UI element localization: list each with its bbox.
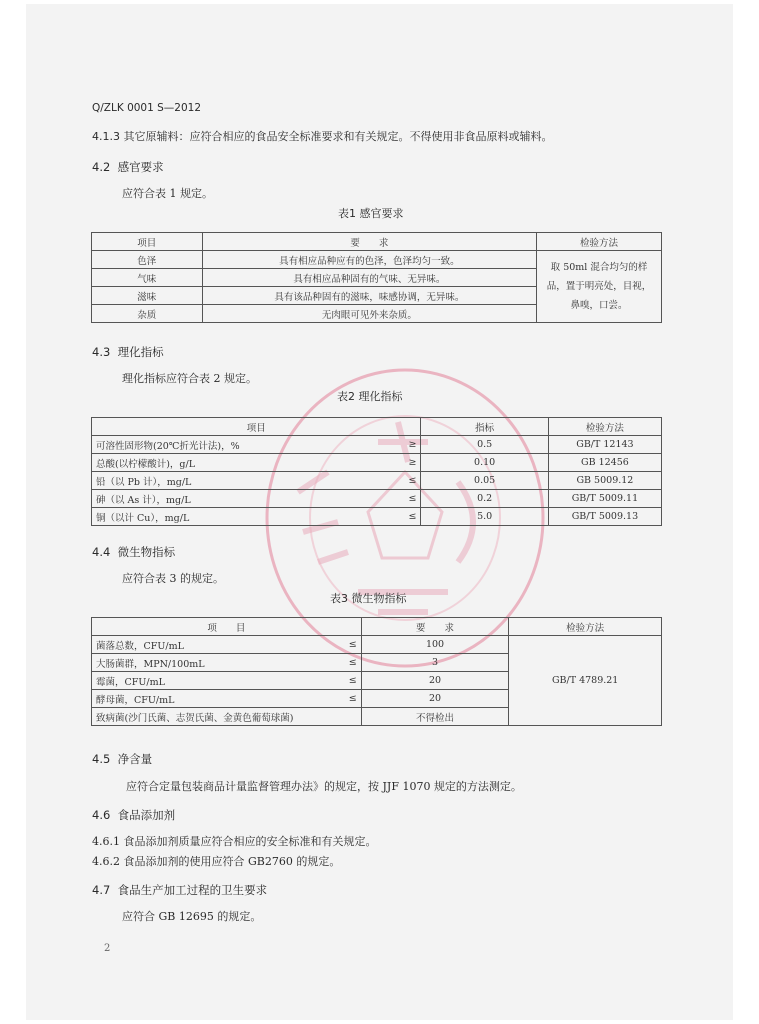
table3-method-cell: GB/T 4789.21 (509, 636, 662, 726)
section-number: 4.4 (92, 545, 111, 559)
method-line: 取 50ml 混合均匀的样 (550, 262, 648, 273)
section-4-7-text: 应符合 GB 12695 的规定。 (122, 910, 262, 923)
section-title: 食品添加剂 (117, 808, 176, 822)
table-cell: ≤ (269, 472, 421, 490)
table-cell: 5.0 (421, 508, 548, 526)
table-cell: 具有相应品种固有的气味、无异味。 (202, 269, 536, 287)
clause-4-6-2: 4.6.2 食品添加剂的使用应符合 GB2760 的规定。 (92, 855, 341, 868)
table-cell: 酵母菌，CFU/mL (92, 690, 297, 708)
section-title: 感官要求 (117, 160, 164, 174)
section-4-5-heading (92, 752, 152, 766)
section-4-3-text: 理化指标应符合表 2 规定。 (122, 372, 257, 385)
section-number: 4.2 (92, 160, 111, 174)
table-cell: 0.05 (421, 472, 548, 490)
section-4-2-text: 应符合表 1 规定。 (122, 187, 213, 200)
table-cell: ≥ (269, 454, 421, 472)
table-cell: 砷（以 As 计），mg/L (92, 490, 269, 508)
table-header-cell: 要 求 (202, 233, 536, 251)
table3-caption: 表3 微生物指标 (330, 592, 407, 605)
section-4-3-heading (92, 345, 164, 359)
table-cell: ≤ (269, 490, 421, 508)
section-title: 食品生产加工过程的卫生要求 (117, 883, 268, 897)
table-header-cell: 项目 (92, 233, 203, 251)
table-header-cell: 项 目 (92, 618, 362, 636)
table-cell: 铅（以 Pb 计），mg/L (92, 472, 269, 490)
table-cell: 大肠菌群，MPN/100mL (92, 654, 297, 672)
table-cell: ≤ (269, 508, 421, 526)
table-cell: 具有相应品种应有的色泽，色泽均匀一致。 (202, 251, 536, 269)
table-cell: 总酸(以柠檬酸计)，g/L (92, 454, 269, 472)
table2-caption: 表2 理化指标 (337, 390, 403, 403)
table-header-cell: 指标 (421, 418, 548, 436)
table3-microbial (91, 617, 662, 726)
method-line: 鼻嗅，口尝。 (570, 300, 628, 311)
table-cell: 杂质 (92, 305, 203, 323)
table-cell: 致病菌(沙门氏菌、志贺氏菌、金黄色葡萄球菌) (92, 708, 362, 726)
table1-caption: 表1 感官要求 (338, 207, 404, 220)
method-line: 品，置于明亮处，目视， (546, 281, 652, 292)
section-title: 净含量 (117, 752, 153, 766)
table-cell: 霉菌，CFU/mL (92, 672, 297, 690)
section-title: 微生物指标 (117, 545, 176, 559)
table-cell: 菌落总数，CFU/mL (92, 636, 297, 654)
table-cell: 20 (361, 690, 509, 708)
table-cell: ≤ (296, 636, 361, 654)
section-number: 4.5 (92, 752, 111, 766)
table-cell: 3 (361, 654, 509, 672)
section-4-6-heading (92, 808, 175, 822)
table-cell: GB/T 12143 (548, 436, 661, 454)
table-cell: ≤ (296, 654, 361, 672)
table1-method-cell (537, 251, 662, 323)
section-4-5-text: 应符合定量包装商品计量监督管理办法》的规定，按 JJF 1070 规定的方法测定。 (126, 780, 522, 793)
table-cell: 具有该品种固有的滋味，味感协调，无异味。 (202, 287, 536, 305)
table-cell: 无肉眼可见外来杂质。 (202, 305, 536, 323)
table-cell: 0.10 (421, 454, 548, 472)
page-number: 2 (104, 943, 111, 954)
table-cell: 不得检出 (361, 708, 509, 726)
section-number: 4.3 (92, 345, 111, 359)
section-4-4-heading (92, 545, 175, 559)
table-cell: GB/T 5009.13 (548, 508, 661, 526)
table-cell: 铜（以计 Cu），mg/L (92, 508, 269, 526)
table-cell: ≥ (269, 436, 421, 454)
clause-4-6-1: 4.6.1 食品添加剂质量应符合相应的安全标准和有关规定。 (92, 835, 377, 848)
table-cell: 可溶性固形物(20℃折光计法)，% (92, 436, 269, 454)
table-cell: ≤ (296, 672, 361, 690)
table1-sensory (91, 232, 662, 323)
table-cell: 0.2 (421, 490, 548, 508)
section-number: 4.7 (92, 883, 111, 897)
standard-code: Q/ZLK 0001 S—2012 (92, 102, 202, 114)
section-number: 4.6 (92, 808, 111, 822)
clause-4-1-3: 4.1.3 其它原辅料：应符合相应的食品安全标准要求和有关规定。不得使用非食品原料或辅料。 (92, 130, 553, 143)
table-cell: GB/T 5009.11 (548, 490, 661, 508)
table-header-cell: 检验方法 (509, 618, 662, 636)
table-header-cell: 检验方法 (548, 418, 661, 436)
section-4-7-heading (92, 883, 267, 897)
section-4-2-heading (92, 160, 164, 174)
table2-physicochemical (91, 417, 662, 526)
table-cell: GB 5009.12 (548, 472, 661, 490)
table-cell: GB 12456 (548, 454, 661, 472)
table-header-cell: 检验方法 (537, 233, 662, 251)
table-cell: 20 (361, 672, 509, 690)
table-cell: ≤ (296, 690, 361, 708)
table-cell: 气味 (92, 269, 203, 287)
table-cell: 滋味 (92, 287, 203, 305)
table-cell: 色泽 (92, 251, 203, 269)
table-header-cell: 要 求 (361, 618, 509, 636)
table-header-cell: 项目 (92, 418, 421, 436)
table-cell: 100 (361, 636, 509, 654)
table-cell: 0.5 (421, 436, 548, 454)
section-title: 理化指标 (117, 345, 164, 359)
section-4-4-text: 应符合表 3 的规定。 (122, 572, 224, 585)
